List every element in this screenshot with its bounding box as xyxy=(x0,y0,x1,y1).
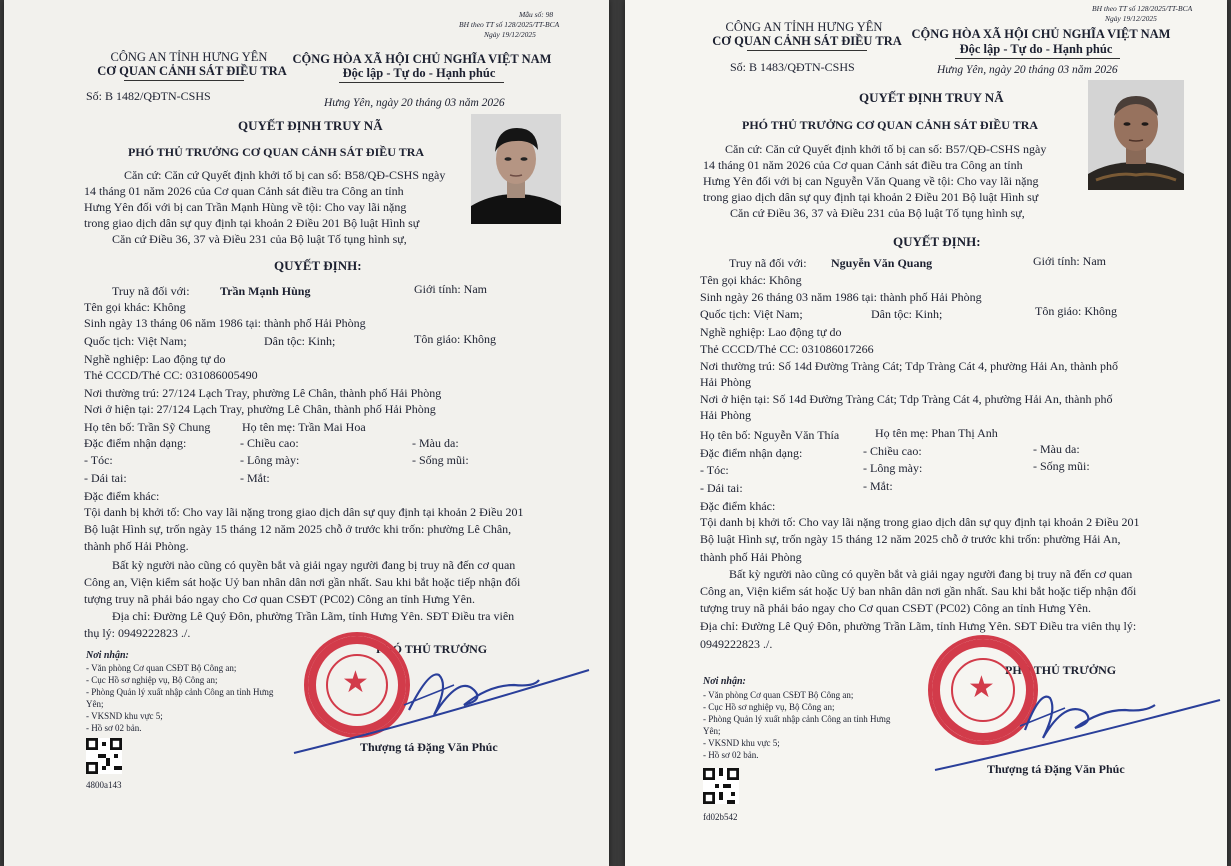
appeal-line-1: Bất kỳ người nào cũng có quyền bắt và giải ngay người đang bị truy nã đến cơ quan xyxy=(729,567,1133,581)
appeal-line-3: tượng truy nã phải báo ngay cho Cơ quan CSĐT (PC02) Công an tỉnh Hưng Yên. xyxy=(700,601,1091,615)
form-ref-3: Ngày 19/12/2025 xyxy=(484,30,536,39)
charge-line-3: thành phố Hải Phòng xyxy=(700,550,802,564)
recipient-3-cont: Yên; xyxy=(86,699,104,709)
qr-code xyxy=(86,738,122,774)
father-name: Họ tên bố: Trần Sỹ Chung xyxy=(84,420,211,434)
agency-line-1: CÔNG AN TỈNH HƯNG YÊN xyxy=(110,50,268,64)
agency-underline xyxy=(747,50,867,51)
earlobes: - Dái tai: xyxy=(700,481,743,495)
signer-title: PHÓ THỦ TRƯỞNG xyxy=(1005,663,1117,677)
form-ref-1: Mẫu số: 98 xyxy=(519,10,554,19)
recipient-4: - VKSND khu vực 5; xyxy=(703,738,780,748)
form-ref-2: Ngày 19/12/2025 xyxy=(1105,14,1157,23)
signer-name: Thượng tá Đặng Văn Phúc xyxy=(987,762,1125,776)
recipient-1: - Văn phòng Cơ quan CSĐT Bộ Công an; xyxy=(86,663,237,673)
recipient-3: - Phòng Quản lý xuất nhập cảnh Công an tỉnh Hưng xyxy=(703,714,891,724)
agency-underline xyxy=(124,80,244,81)
current-residence: Nơi ở hiện tại: Số 14d Đường Tràng Cát; Tdp Tràng Cát 4, phường Hải An, thành phố xyxy=(700,392,1113,406)
basis-line-5: Căn cứ Điều 36, 37 và Điều 231 của Bộ luật Tố tụng hình sự, xyxy=(112,232,407,246)
document-title: QUYẾT ĐỊNH TRUY NÃ xyxy=(238,118,383,133)
document-title: QUYẾT ĐỊNH TRUY NÃ xyxy=(859,90,1004,105)
current-residence-cont: Hải Phòng xyxy=(700,408,751,422)
hair: - Tóc: xyxy=(84,453,113,467)
eyebrows: - Lông mày: xyxy=(240,453,300,467)
issuing-authority: PHÓ THỦ TRƯỞNG CƠ QUAN CẢNH SÁT ĐIỀU TRA xyxy=(128,145,425,159)
portrait-image xyxy=(471,114,561,224)
signature xyxy=(289,645,599,755)
mother-name: Họ tên mẹ: Trần Mai Hoa xyxy=(242,420,366,434)
charge-line-2: Bộ luật Hình sự, trốn ngày 15 tháng 12 năm 2025 chỗ ở trước khi trốn: phường Hải An, xyxy=(700,532,1121,546)
recipient-3-cont: Yên; xyxy=(703,726,721,736)
current-residence: Nơi ở hiện tại: 27/124 Lạch Tray, phường Lê Chân, thành phố Hải Phòng xyxy=(84,402,436,416)
republic-underline xyxy=(955,58,1120,59)
recipient-5: - Hồ sơ 02 bản. xyxy=(703,750,759,760)
republic-line-2: Độc lập - Tự do - Hạnh phúc xyxy=(342,66,496,80)
republic-line-1: CỘNG HÒA XÃ HỘI CHỦ NGHĨA VIỆT NAM xyxy=(911,27,1171,41)
nose: - Sống mũi: xyxy=(1033,459,1090,473)
gender: Giới tính: Nam xyxy=(1033,254,1107,268)
features-label: Đặc điểm nhận dạng: xyxy=(700,446,803,460)
recipients-label: Nơi nhận: xyxy=(703,676,746,687)
form-ref-2: BH theo TT số 128/2025/TT-BCA xyxy=(459,20,560,29)
eyes: - Mắt: xyxy=(863,479,893,493)
republic-line-1: CỘNG HÒA XÃ HỘI CHỦ NGHĨA VIỆT NAM xyxy=(292,52,552,66)
star-icon: ★ xyxy=(968,671,995,704)
appeal-line-5: 0949222823 ./. xyxy=(700,637,773,651)
wanted-label: Truy nã đối với: xyxy=(729,256,807,270)
agency-line-2: CƠ QUAN CẢNH SÁT ĐIỀU TRA xyxy=(97,64,287,78)
place-date: Hưng Yên, ngày 20 tháng 03 năm 2026 xyxy=(937,64,1118,76)
signer-title: PHÓ THỦ TRƯỞNG xyxy=(376,642,488,656)
qr-code-id: fd02b542 xyxy=(703,812,738,822)
mother-name: Họ tên mẹ: Phan Thị Anh xyxy=(875,426,998,440)
star-icon: ★ xyxy=(342,666,369,699)
agency-line-2: CƠ QUAN CẢNH SÁT ĐIỀU TRA xyxy=(712,34,902,48)
eyes: - Mắt: xyxy=(240,471,270,485)
recipient-2: - Cục Hồ sơ nghiệp vụ, Bộ Công an; xyxy=(703,702,835,712)
signer-name: Thượng tá Đặng Văn Phúc xyxy=(360,740,498,754)
height: - Chiều cao: xyxy=(240,436,299,450)
skin-color: - Màu da: xyxy=(1033,442,1080,456)
suspect-photo xyxy=(1088,80,1184,190)
nationality: Quốc tịch: Việt Nam; xyxy=(84,334,187,348)
charge-line-1: Tội danh bị khởi tố: Cho vay lãi nặng trong giao dịch dân sự quy định tại khoản 2 Điều 201 xyxy=(84,505,524,519)
father-name: Họ tên bố: Nguyễn Văn Thía xyxy=(700,428,840,442)
recipients-label: Nơi nhận: xyxy=(86,650,129,661)
basis-line-1: Căn cứ: Căn cứ Quyết định khởi tố bị can số: B57/QĐ-CSHS ngày xyxy=(725,142,1047,156)
appeal-line-4: Địa chỉ: Đường Lê Quý Đôn, phường Trần Lãm, tỉnh Hưng Yên. SĐT Điều tra viên thụ lý: xyxy=(700,619,1137,633)
occupation: Nghề nghiệp: Lao động tự do xyxy=(700,325,842,339)
issuing-authority: PHÓ THỦ TRƯỞNG CƠ QUAN CẢNH SÁT ĐIỀU TRA xyxy=(742,118,1039,132)
ethnicity: Dân tộc: Kinh; xyxy=(871,307,943,321)
republic-line-2: Độc lập - Tự do - Hạnh phúc xyxy=(959,42,1113,56)
appeal-line-3: tượng truy nã phải báo ngay cho Cơ quan CSĐT (PC02) Công an tỉnh Hưng Yên. xyxy=(84,592,475,606)
charge-line-1: Tội danh bị khởi tố: Cho vay lãi nặng trong giao dịch dân sự quy định tại khoản 2 Điều 201 xyxy=(700,515,1140,529)
permanent-residence: Nơi thường trú: Số 14d Đường Tràng Cát; Tdp Tràng Cát 4, phường Hải An, thành phố xyxy=(700,359,1119,373)
id-card: Thẻ CCCD/Thẻ CC: 031086005490 xyxy=(84,368,258,382)
basis-line-3: Hưng Yên đối với bị can Trần Mạnh Hùng về tội: Cho vay lãi nặng xyxy=(84,200,407,214)
basis-line-5: Căn cứ Điều 36, 37 và Điều 231 của Bộ luật Tố tụng hình sự, xyxy=(730,206,1025,220)
place-date: Hưng Yên, ngày 20 tháng 03 năm 2026 xyxy=(324,97,505,109)
appeal-line-1: Bất kỳ người nào cũng có quyền bắt và giải ngay người đang bị truy nã đến cơ quan xyxy=(112,558,516,572)
qr-code xyxy=(703,768,739,804)
appeal-line-2: Công an, Viện kiểm sát hoặc Uỷ ban nhân dân nơi gần nhất. Sau khi bắt hoặc tiếp nhận đối xyxy=(84,575,521,589)
charge-line-3: thành phố Hải Phòng. xyxy=(84,539,189,553)
form-ref-1: BH theo TT số 128/2025/TT-BCA xyxy=(1092,4,1193,13)
basis-line-3: Hưng Yên đối với bị can Nguyễn Văn Quang về tội: Cho vay lãi nặng xyxy=(703,174,1039,188)
birth-info: Sinh ngày 13 tháng 06 năm 1986 tại: thành phố Hải Phòng xyxy=(84,316,366,330)
recipient-3: - Phòng Quản lý xuất nhập cảnh Công an tỉnh Hưng xyxy=(86,687,274,697)
recipient-4: - VKSND khu vực 5; xyxy=(86,711,163,721)
wanted-notice-document-2 xyxy=(625,0,1227,866)
features-label: Đặc điểm nhận dạng: xyxy=(84,436,187,450)
alias: Tên gọi khác: Không xyxy=(84,300,186,314)
appeal-line-5: thụ lý: 0949222823 ./. xyxy=(84,626,191,640)
recipient-2: - Cục Hồ sơ nghiệp vụ, Bộ Công an; xyxy=(86,675,218,685)
wanted-label: Truy nã đối với: xyxy=(112,284,190,298)
religion: Tôn giáo: Không xyxy=(1035,304,1117,318)
basis-line-4: trong giao dịch dân sự quy định tại khoản 2 Điều 201 Bộ luật Hình sự xyxy=(84,216,420,230)
religion: Tôn giáo: Không xyxy=(414,332,496,346)
appeal-line-4: Địa chỉ: Đường Lê Quý Đôn, phường Trần Lãm, tỉnh Hưng Yên. SĐT Điều tra viên xyxy=(112,609,515,623)
other-features: Đặc điểm khác: xyxy=(84,489,160,503)
republic-underline xyxy=(339,82,504,83)
gender: Giới tính: Nam xyxy=(414,282,488,296)
qr-code-id: 4800a143 xyxy=(86,780,122,790)
basis-line-4: trong giao dịch dân sự quy định tại khoản 2 Điều 201 Bộ luật Hình sự xyxy=(703,190,1039,204)
wanted-name: Trần Mạnh Hùng xyxy=(220,284,311,298)
ethnicity: Dân tộc: Kinh; xyxy=(264,334,336,348)
charge-line-2: Bộ luật Hình sự, trốn ngày 15 tháng 12 năm 2025 chỗ ở trước khi trốn: phường Lê Chân, xyxy=(84,522,512,536)
occupation: Nghề nghiệp: Lao động tự do xyxy=(84,352,226,366)
hair: - Tóc: xyxy=(700,463,729,477)
nose: - Sống mũi: xyxy=(412,453,469,467)
id-card: Thẻ CCCD/Thẻ CC: 031086017266 xyxy=(700,342,874,356)
skin-color: - Màu da: xyxy=(412,436,459,450)
permanent-residence-cont: Hải Phòng xyxy=(700,375,751,389)
document-number: Số: B 1482/QĐTN-CSHS xyxy=(86,89,211,103)
recipient-5: - Hồ sơ 02 bản. xyxy=(86,723,142,733)
height: - Chiều cao: xyxy=(863,444,922,458)
basis-line-2: 14 tháng 01 năm 2026 của Cơ quan Cảnh sát điều tra Công an tỉnh xyxy=(84,184,404,198)
birth-info: Sinh ngày 26 tháng 03 năm 1986 tại: thành phố Hải Phòng xyxy=(700,290,982,304)
alias: Tên gọi khác: Không xyxy=(700,273,802,287)
decision-heading: QUYẾT ĐỊNH: xyxy=(893,234,981,249)
decision-heading: QUYẾT ĐỊNH: xyxy=(274,258,362,273)
wanted-name: Nguyễn Văn Quang xyxy=(831,256,933,270)
eyebrows: - Lông mày: xyxy=(863,461,923,475)
permanent-residence: Nơi thường trú: 27/124 Lạch Tray, phường Lê Chân, thành phố Hải Phòng xyxy=(84,386,442,400)
document-number: Số: B 1483/QĐTN-CSHS xyxy=(730,60,855,74)
recipient-1: - Văn phòng Cơ quan CSĐT Bộ Công an; xyxy=(703,690,854,700)
appeal-line-2: Công an, Viện kiểm sát hoặc Uỷ ban nhân dân nơi gần nhất. Sau khi bắt hoặc tiếp nhận đối xyxy=(700,584,1137,598)
portrait-image xyxy=(1088,80,1184,190)
basis-line-2: 14 tháng 01 năm 2026 của Cơ quan Cảnh sát điều tra Công an tỉnh xyxy=(703,158,1023,172)
basis-line-1: Căn cứ: Căn cứ Quyết định khởi tố bị can số: B58/QĐ-CSHS ngày xyxy=(124,168,446,182)
nationality: Quốc tịch: Việt Nam; xyxy=(700,307,803,321)
agency-line-1: CÔNG AN TỈNH HƯNG YÊN xyxy=(725,20,883,34)
wanted-notice-document-1 xyxy=(4,0,609,866)
suspect-photo xyxy=(471,114,561,224)
other-features: Đặc điểm khác: xyxy=(700,499,776,513)
earlobes: - Dái tai: xyxy=(84,471,127,485)
